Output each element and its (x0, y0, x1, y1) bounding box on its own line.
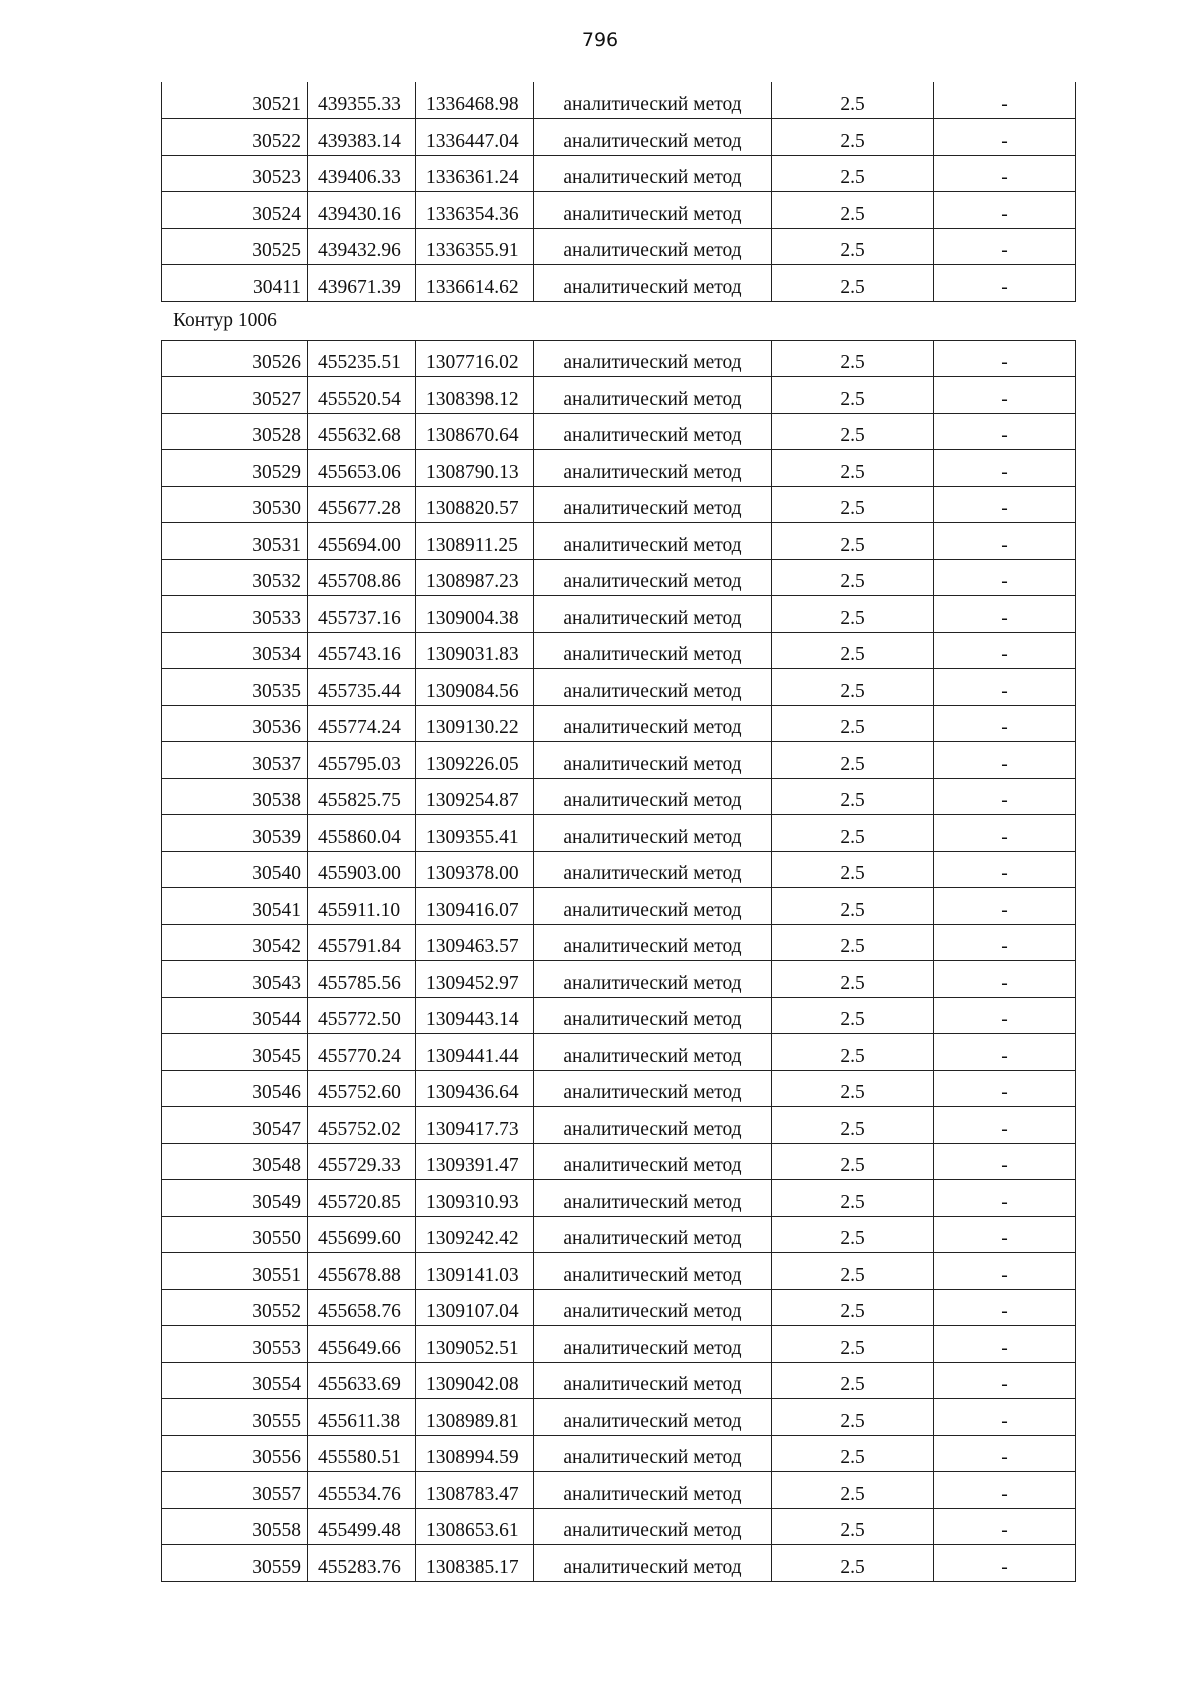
description-cell: - (934, 851, 1076, 888)
point-number-cell: 30555 (162, 1399, 308, 1436)
description-cell: - (934, 1180, 1076, 1217)
method-cell: аналитический метод (534, 705, 772, 742)
point-number-cell: 30538 (162, 778, 308, 815)
accuracy-cell: 2.5 (772, 192, 934, 229)
table-row (162, 1399, 1076, 1436)
y-coordinate-cell: 1308820.57 (416, 486, 534, 523)
point-number-cell: 30523 (162, 155, 308, 192)
x-coordinate-cell: 455235.51 (308, 340, 416, 377)
y-coordinate-cell: 1308994.59 (416, 1435, 534, 1472)
point-number-cell: 30411 (162, 265, 308, 302)
x-coordinate-cell: 455658.76 (308, 1289, 416, 1326)
x-coordinate-cell: 455911.10 (308, 888, 416, 925)
accuracy-cell: 2.5 (772, 265, 934, 302)
table-row (162, 1508, 1076, 1545)
x-coordinate-cell: 455860.04 (308, 815, 416, 852)
method-cell: аналитический метод (534, 851, 772, 888)
method-cell: аналитический метод (534, 924, 772, 961)
accuracy-cell: 2.5 (772, 705, 934, 742)
point-number-cell: 30547 (162, 1107, 308, 1144)
y-coordinate-cell: 1308911.25 (416, 523, 534, 560)
method-cell: аналитический метод (534, 1472, 772, 1509)
x-coordinate-cell: 455534.76 (308, 1472, 416, 1509)
y-coordinate-cell: 1309391.47 (416, 1143, 534, 1180)
y-coordinate-cell: 1309242.42 (416, 1216, 534, 1253)
y-coordinate-cell: 1309355.41 (416, 815, 534, 852)
accuracy-cell: 2.5 (772, 119, 934, 156)
y-coordinate-cell: 1308987.23 (416, 559, 534, 596)
y-coordinate-cell: 1309254.87 (416, 778, 534, 815)
y-coordinate-cell: 1308783.47 (416, 1472, 534, 1509)
x-coordinate-cell: 455520.54 (308, 377, 416, 414)
x-coordinate-cell: 455774.24 (308, 705, 416, 742)
description-cell: - (934, 1399, 1076, 1436)
point-number-cell: 30522 (162, 119, 308, 156)
y-coordinate-cell: 1309452.97 (416, 961, 534, 998)
table-row (162, 1070, 1076, 1107)
point-number-cell: 30532 (162, 559, 308, 596)
description-cell: - (934, 82, 1076, 119)
accuracy-cell: 2.5 (772, 1070, 934, 1107)
point-number-cell: 30553 (162, 1326, 308, 1363)
coordinates-document (161, 82, 1075, 1582)
method-cell: аналитический метод (534, 1216, 772, 1253)
point-number-cell: 30549 (162, 1180, 308, 1217)
y-coordinate-cell: 1308989.81 (416, 1399, 534, 1436)
point-number-cell: 30541 (162, 888, 308, 925)
table-row (162, 228, 1076, 265)
accuracy-cell: 2.5 (772, 1253, 934, 1290)
description-cell: - (934, 669, 1076, 706)
description-cell: - (934, 997, 1076, 1034)
method-cell: аналитический метод (534, 559, 772, 596)
accuracy-cell: 2.5 (772, 1180, 934, 1217)
description-cell: - (934, 1107, 1076, 1144)
description-cell: - (934, 413, 1076, 450)
accuracy-cell: 2.5 (772, 1545, 934, 1582)
method-cell: аналитический метод (534, 192, 772, 229)
x-coordinate-cell: 439430.16 (308, 192, 416, 229)
x-coordinate-cell: 455825.75 (308, 778, 416, 815)
x-coordinate-cell: 439671.39 (308, 265, 416, 302)
accuracy-cell: 2.5 (772, 155, 934, 192)
method-cell: аналитический метод (534, 596, 772, 633)
accuracy-cell: 2.5 (772, 82, 934, 119)
description-cell: - (934, 523, 1076, 560)
accuracy-cell: 2.5 (772, 961, 934, 998)
x-coordinate-cell: 455772.50 (308, 997, 416, 1034)
table-row (162, 1472, 1076, 1509)
point-number-cell: 30540 (162, 851, 308, 888)
table-row (162, 340, 1076, 377)
accuracy-cell: 2.5 (772, 340, 934, 377)
table-row (162, 961, 1076, 998)
method-cell: аналитический метод (534, 1508, 772, 1545)
x-coordinate-cell: 455737.16 (308, 596, 416, 633)
accuracy-cell: 2.5 (772, 888, 934, 925)
x-coordinate-cell: 455752.60 (308, 1070, 416, 1107)
table-row (162, 632, 1076, 669)
method-cell: аналитический метод (534, 815, 772, 852)
y-coordinate-cell: 1309130.22 (416, 705, 534, 742)
x-coordinate-cell: 455699.60 (308, 1216, 416, 1253)
table-row (162, 1107, 1076, 1144)
description-cell: - (934, 559, 1076, 596)
x-coordinate-cell: 455633.69 (308, 1362, 416, 1399)
point-number-cell: 30556 (162, 1435, 308, 1472)
method-cell: аналитический метод (534, 1143, 772, 1180)
method-cell: аналитический метод (534, 450, 772, 487)
y-coordinate-cell: 1336361.24 (416, 155, 534, 192)
y-coordinate-cell: 1309052.51 (416, 1326, 534, 1363)
x-coordinate-cell: 455791.84 (308, 924, 416, 961)
point-number-cell: 30545 (162, 1034, 308, 1071)
point-number-cell: 30524 (162, 192, 308, 229)
point-number-cell: 30533 (162, 596, 308, 633)
accuracy-cell: 2.5 (772, 559, 934, 596)
description-cell: - (934, 924, 1076, 961)
x-coordinate-cell: 439355.33 (308, 82, 416, 119)
description-cell: - (934, 1472, 1076, 1509)
x-coordinate-cell: 455611.38 (308, 1399, 416, 1436)
method-cell: аналитический метод (534, 1289, 772, 1326)
table-row (162, 1545, 1076, 1582)
description-cell: - (934, 1508, 1076, 1545)
table-row (162, 778, 1076, 815)
accuracy-cell: 2.5 (772, 851, 934, 888)
table-row (162, 192, 1076, 229)
y-coordinate-cell: 1309031.83 (416, 632, 534, 669)
accuracy-cell: 2.5 (772, 596, 934, 633)
accuracy-cell: 2.5 (772, 413, 934, 450)
table-row (162, 413, 1076, 450)
y-coordinate-cell: 1308653.61 (416, 1508, 534, 1545)
point-number-cell: 30525 (162, 228, 308, 265)
description-cell: - (934, 377, 1076, 414)
description-cell: - (934, 596, 1076, 633)
point-number-cell: 30527 (162, 377, 308, 414)
x-coordinate-cell: 455735.44 (308, 669, 416, 706)
x-coordinate-cell: 455770.24 (308, 1034, 416, 1071)
x-coordinate-cell: 455580.51 (308, 1435, 416, 1472)
x-coordinate-cell: 455283.76 (308, 1545, 416, 1582)
x-coordinate-cell: 455678.88 (308, 1253, 416, 1290)
coordinates-table (161, 82, 1076, 302)
y-coordinate-cell: 1309084.56 (416, 669, 534, 706)
description-cell: - (934, 486, 1076, 523)
x-coordinate-cell: 455632.68 (308, 413, 416, 450)
accuracy-cell: 2.5 (772, 815, 934, 852)
accuracy-cell: 2.5 (772, 778, 934, 815)
description-cell: - (934, 155, 1076, 192)
description-cell: - (934, 815, 1076, 852)
y-coordinate-cell: 1309436.64 (416, 1070, 534, 1107)
method-cell: аналитический метод (534, 413, 772, 450)
description-cell: - (934, 632, 1076, 669)
x-coordinate-cell: 455708.86 (308, 559, 416, 596)
table-row (162, 1180, 1076, 1217)
x-coordinate-cell: 439406.33 (308, 155, 416, 192)
description-cell: - (934, 1545, 1076, 1582)
y-coordinate-cell: 1309042.08 (416, 1362, 534, 1399)
x-coordinate-cell: 455677.28 (308, 486, 416, 523)
point-number-cell: 30551 (162, 1253, 308, 1290)
description-cell: - (934, 1216, 1076, 1253)
method-cell: аналитический метод (534, 1399, 772, 1436)
point-number-cell: 30535 (162, 669, 308, 706)
description-cell: - (934, 1362, 1076, 1399)
point-number-cell: 30531 (162, 523, 308, 560)
x-coordinate-cell: 439432.96 (308, 228, 416, 265)
method-cell: аналитический метод (534, 1107, 772, 1144)
method-cell: аналитический метод (534, 377, 772, 414)
table-row (162, 265, 1076, 302)
accuracy-cell: 2.5 (772, 1216, 934, 1253)
table-row (162, 705, 1076, 742)
point-number-cell: 30548 (162, 1143, 308, 1180)
point-number-cell: 30558 (162, 1508, 308, 1545)
table-row (162, 1253, 1076, 1290)
table-row (162, 82, 1076, 119)
table-row (162, 450, 1076, 487)
y-coordinate-cell: 1309416.07 (416, 888, 534, 925)
accuracy-cell: 2.5 (772, 1362, 934, 1399)
description-cell: - (934, 265, 1076, 302)
description-cell: - (934, 1143, 1076, 1180)
x-coordinate-cell: 455743.16 (308, 632, 416, 669)
point-number-cell: 30529 (162, 450, 308, 487)
accuracy-cell: 2.5 (772, 1034, 934, 1071)
y-coordinate-cell: 1308385.17 (416, 1545, 534, 1582)
method-cell: аналитический метод (534, 155, 772, 192)
description-cell: - (934, 1435, 1076, 1472)
x-coordinate-cell: 455694.00 (308, 523, 416, 560)
y-coordinate-cell: 1309443.14 (416, 997, 534, 1034)
description-cell: - (934, 705, 1076, 742)
y-coordinate-cell: 1309463.57 (416, 924, 534, 961)
table-row (162, 155, 1076, 192)
table-row (162, 596, 1076, 633)
table-row (162, 1289, 1076, 1326)
point-number-cell: 30521 (162, 82, 308, 119)
point-number-cell: 30550 (162, 1216, 308, 1253)
description-cell: - (934, 192, 1076, 229)
point-number-cell: 30528 (162, 413, 308, 450)
x-coordinate-cell: 455903.00 (308, 851, 416, 888)
y-coordinate-cell: 1309441.44 (416, 1034, 534, 1071)
description-cell: - (934, 1253, 1076, 1290)
point-number-cell: 30534 (162, 632, 308, 669)
accuracy-cell: 2.5 (772, 632, 934, 669)
table-row (162, 523, 1076, 560)
accuracy-cell: 2.5 (772, 1143, 934, 1180)
table-row (162, 924, 1076, 961)
accuracy-cell: 2.5 (772, 377, 934, 414)
method-cell: аналитический метод (534, 228, 772, 265)
y-coordinate-cell: 1336447.04 (416, 119, 534, 156)
description-cell: - (934, 778, 1076, 815)
table-row (162, 1362, 1076, 1399)
table-row (162, 669, 1076, 706)
x-coordinate-cell: 455499.48 (308, 1508, 416, 1545)
x-coordinate-cell: 455720.85 (308, 1180, 416, 1217)
accuracy-cell: 2.5 (772, 669, 934, 706)
method-cell: аналитический метод (534, 778, 772, 815)
accuracy-cell: 2.5 (772, 523, 934, 560)
point-number-cell: 30559 (162, 1545, 308, 1582)
method-cell: аналитический метод (534, 1326, 772, 1363)
method-cell: аналитический метод (534, 265, 772, 302)
coordinates-table (161, 340, 1076, 1582)
point-number-cell: 30536 (162, 705, 308, 742)
method-cell: аналитический метод (534, 1253, 772, 1290)
method-cell: аналитический метод (534, 632, 772, 669)
x-coordinate-cell: 455785.56 (308, 961, 416, 998)
accuracy-cell: 2.5 (772, 228, 934, 265)
y-coordinate-cell: 1336354.36 (416, 192, 534, 229)
y-coordinate-cell: 1336355.91 (416, 228, 534, 265)
accuracy-cell: 2.5 (772, 924, 934, 961)
method-cell: аналитический метод (534, 888, 772, 925)
description-cell: - (934, 1034, 1076, 1071)
point-number-cell: 30537 (162, 742, 308, 779)
method-cell: аналитический метод (534, 1180, 772, 1217)
x-coordinate-cell: 455649.66 (308, 1326, 416, 1363)
contour-caption: Контур 1006 (173, 309, 277, 331)
point-number-cell: 30544 (162, 997, 308, 1034)
y-coordinate-cell: 1307716.02 (416, 340, 534, 377)
x-coordinate-cell: 439383.14 (308, 119, 416, 156)
table-row (162, 559, 1076, 596)
accuracy-cell: 2.5 (772, 1435, 934, 1472)
y-coordinate-cell: 1309378.00 (416, 851, 534, 888)
method-cell: аналитический метод (534, 669, 772, 706)
description-cell: - (934, 1070, 1076, 1107)
method-cell: аналитический метод (534, 82, 772, 119)
table-row (162, 742, 1076, 779)
description-cell: - (934, 1289, 1076, 1326)
x-coordinate-cell: 455795.03 (308, 742, 416, 779)
y-coordinate-cell: 1309417.73 (416, 1107, 534, 1144)
table-row (162, 1034, 1076, 1071)
y-coordinate-cell: 1308790.13 (416, 450, 534, 487)
description-cell: - (934, 888, 1076, 925)
method-cell: аналитический метод (534, 523, 772, 560)
accuracy-cell: 2.5 (772, 1508, 934, 1545)
y-coordinate-cell: 1336468.98 (416, 82, 534, 119)
point-number-cell: 30552 (162, 1289, 308, 1326)
y-coordinate-cell: 1336614.62 (416, 265, 534, 302)
method-cell: аналитический метод (534, 742, 772, 779)
method-cell: аналитический метод (534, 997, 772, 1034)
point-number-cell: 30539 (162, 815, 308, 852)
y-coordinate-cell: 1309310.93 (416, 1180, 534, 1217)
point-number-cell: 30542 (162, 924, 308, 961)
accuracy-cell: 2.5 (772, 1107, 934, 1144)
description-cell: - (934, 961, 1076, 998)
accuracy-cell: 2.5 (772, 997, 934, 1034)
method-cell: аналитический метод (534, 1034, 772, 1071)
page-number: 796 (581, 29, 619, 51)
table-row (162, 888, 1076, 925)
accuracy-cell: 2.5 (772, 742, 934, 779)
description-cell: - (934, 450, 1076, 487)
x-coordinate-cell: 455653.06 (308, 450, 416, 487)
accuracy-cell: 2.5 (772, 450, 934, 487)
method-cell: аналитический метод (534, 961, 772, 998)
method-cell: аналитический метод (534, 1362, 772, 1399)
table-row (162, 486, 1076, 523)
table-row (162, 1216, 1076, 1253)
point-number-cell: 30526 (162, 340, 308, 377)
table-row (162, 997, 1076, 1034)
accuracy-cell: 2.5 (772, 1472, 934, 1509)
table-row (162, 377, 1076, 414)
point-number-cell: 30530 (162, 486, 308, 523)
table-row (162, 119, 1076, 156)
x-coordinate-cell: 455752.02 (308, 1107, 416, 1144)
description-cell: - (934, 340, 1076, 377)
method-cell: аналитический метод (534, 1435, 772, 1472)
y-coordinate-cell: 1309226.05 (416, 742, 534, 779)
description-cell: - (934, 742, 1076, 779)
description-cell: - (934, 228, 1076, 265)
method-cell: аналитический метод (534, 119, 772, 156)
accuracy-cell: 2.5 (772, 1399, 934, 1436)
y-coordinate-cell: 1308670.64 (416, 413, 534, 450)
point-number-cell: 30543 (162, 961, 308, 998)
table-row (162, 815, 1076, 852)
y-coordinate-cell: 1309141.03 (416, 1253, 534, 1290)
method-cell: аналитический метод (534, 1070, 772, 1107)
description-cell: - (934, 1326, 1076, 1363)
table-row (162, 1435, 1076, 1472)
accuracy-cell: 2.5 (772, 1289, 934, 1326)
table-row (162, 851, 1076, 888)
point-number-cell: 30557 (162, 1472, 308, 1509)
y-coordinate-cell: 1308398.12 (416, 377, 534, 414)
method-cell: аналитический метод (534, 1545, 772, 1582)
table-row (162, 1143, 1076, 1180)
accuracy-cell: 2.5 (772, 1326, 934, 1363)
point-number-cell: 30546 (162, 1070, 308, 1107)
y-coordinate-cell: 1309004.38 (416, 596, 534, 633)
accuracy-cell: 2.5 (772, 486, 934, 523)
y-coordinate-cell: 1309107.04 (416, 1289, 534, 1326)
x-coordinate-cell: 455729.33 (308, 1143, 416, 1180)
point-number-cell: 30554 (162, 1362, 308, 1399)
method-cell: аналитический метод (534, 486, 772, 523)
table-row (162, 1326, 1076, 1363)
method-cell: аналитический метод (534, 340, 772, 377)
description-cell: - (934, 119, 1076, 156)
